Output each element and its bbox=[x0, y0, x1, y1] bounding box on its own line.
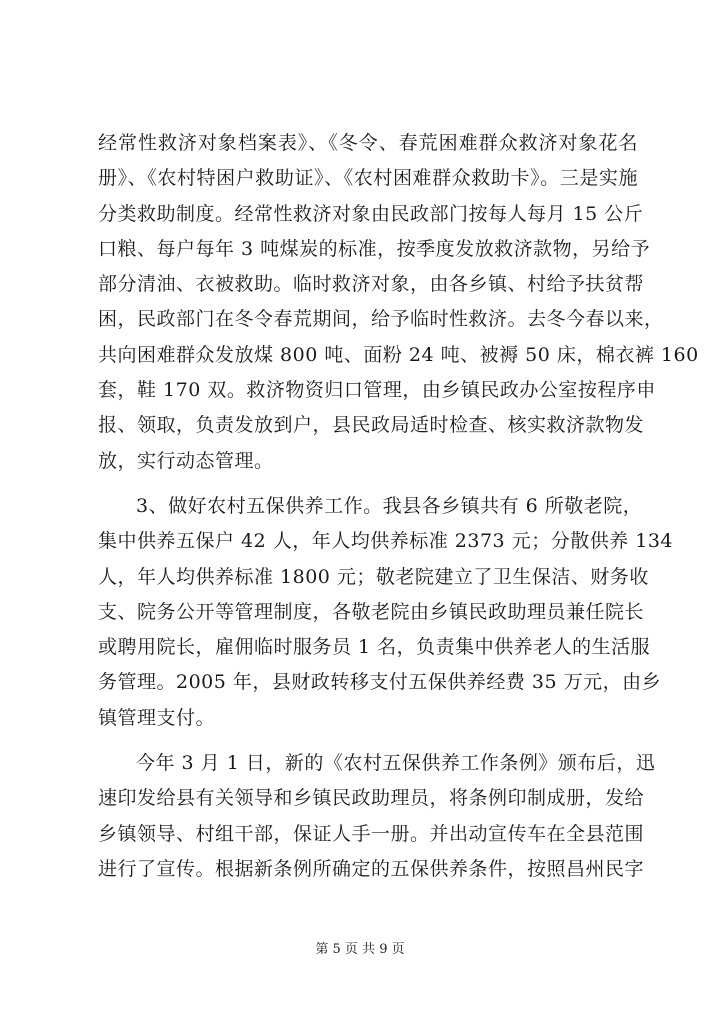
paragraph-relief-system bbox=[98, 126, 699, 479]
page-footer: 第 5 页 共 9 页 bbox=[315, 942, 405, 957]
text-line: 困，民政部门在冬令春荒期间，给予临时性救济。去冬今春以来， bbox=[98, 308, 664, 331]
text-line: 速印发给县有关领导和乡镇民政助理员，将条例印制成册，发给 bbox=[98, 787, 645, 810]
text-line: 支、院务公开等管理制度，各敬老院由乡镇民政助理员兼任院长 bbox=[98, 600, 645, 623]
text-line: 放，实行动态管理。 bbox=[98, 449, 274, 472]
text-line: 进行了宣传。根据新条例所确定的五保供养条件，按照昌州民字 bbox=[98, 857, 645, 880]
text-line: 报、领取，负责发放到户，县民政局适时检查、核实救济款物发 bbox=[98, 414, 645, 437]
text-line: 人，年人均供养标准 1800 元；敬老院建立了卫生保洁、财务收 bbox=[98, 565, 649, 588]
text-line: 册》、《农村特困户救助证》、《农村困难群众救助卡》。三是实施 bbox=[98, 167, 638, 190]
text-line: 3、做好农村五保供养工作。我县各乡镇共有 6 所敬老院， bbox=[136, 494, 643, 517]
paragraph-five-guarantees bbox=[98, 489, 673, 736]
text-line: 分类救助制度。经常性救济对象由民政部门按每人每月 15 公斤 bbox=[98, 202, 644, 225]
text-line: 务管理。2005 年，县财政转移支付五保供养经费 35 万元，由乡 bbox=[98, 671, 662, 694]
text-line: 部分清油、衣被救助。临时救济对象，由各乡镇、村给予扶贫帮 bbox=[98, 273, 645, 296]
text-line: 共向困难群众发放煤 800 吨、面粉 24 吨、被褥 50 床，棉衣裤 160 bbox=[98, 343, 699, 366]
paragraph-spacer bbox=[98, 736, 638, 746]
text-line: 套，鞋 170 双。救济物资归口管理，由乡镇民政办公室按程序申 bbox=[98, 379, 656, 402]
text-line: 集中供养五保户 42 人，年人均供养标准 2373 元；分散供养 134 bbox=[98, 530, 673, 553]
text-line: 今年 3 月 1 日，新的《农村五保供养工作条例》颁布后，迅 bbox=[136, 752, 656, 775]
text-line: 经常性救济对象档案表》、《冬令、春荒困难群众救济对象花名 bbox=[98, 132, 638, 154]
text-line: 或聘用院长，雇佣临时服务员 1 名，负责集中供养老人的生活服 bbox=[98, 636, 651, 659]
text-line: 乡镇领导、村组干部，保证人手一册。并出动宣传车在全县范围 bbox=[98, 822, 645, 845]
document-body bbox=[98, 126, 699, 887]
paragraph-new-regulation bbox=[98, 746, 656, 887]
text-line: 镇管理支付。 bbox=[98, 706, 216, 729]
paragraph-spacer bbox=[98, 479, 638, 489]
text-line: 口粮、每户每年 3 吨煤炭的标准，按季度发放救济款物，另给予 bbox=[98, 237, 651, 260]
